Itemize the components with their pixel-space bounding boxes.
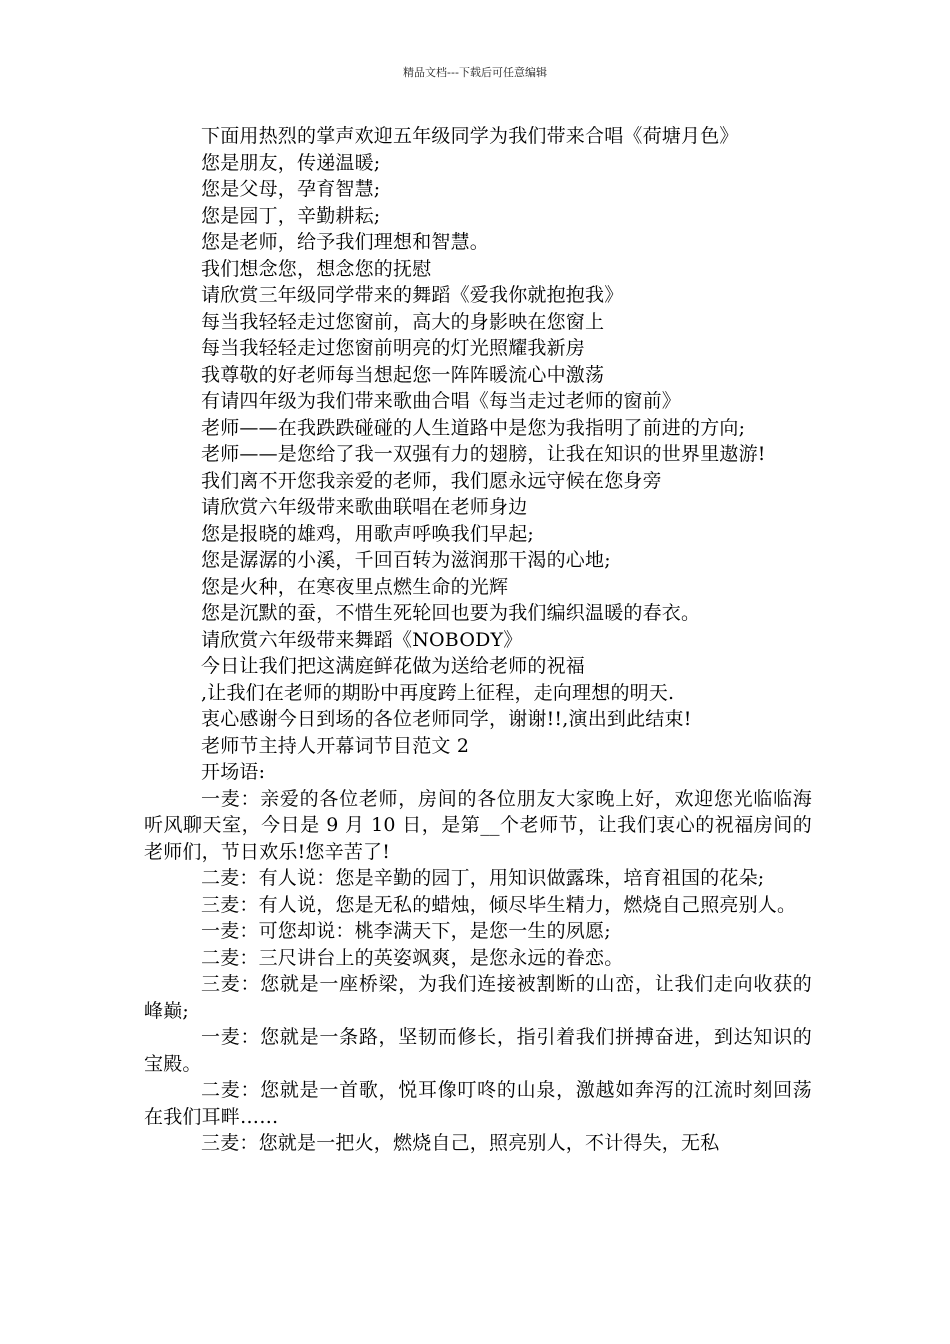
paragraph: 请欣赏六年级带来歌曲联唱在老师身边 [201,496,528,518]
paragraph: 老师——是您给了我一双强有力的翅膀，让我在知识的世界里遨游! [201,443,766,465]
paragraph: 一麦：您就是一条路，坚韧而修长，指引着我们拼搏奋进，到达知识的宝殿。 [144,1026,812,1075]
paragraph: 老师——在我跌跌碰碰的人生道路中是您为我指明了前进的方向; [201,416,746,439]
paragraph: 有请四年级为我们带来歌曲合唱《每当走过老师的窗前》 [201,390,682,412]
paragraph: 二麦：您就是一首歌，悦耳像叮咚的山泉，激越如奔泻的江流时刻回荡在我们耳畔…… [144,1079,812,1128]
paragraph: 三麦：您就是一座桥梁，为我们连接被割断的山峦，让我们走向收获的峰巅; [144,973,812,1022]
page-header: 精品文档---下载后可任意编辑 [403,66,547,79]
paragraph: ,让我们在老师的期盼中再度跨上征程，走向理想的明天. [201,681,675,704]
paragraph: 您是父母，孕育智慧; [201,178,381,200]
paragraph: 您是老师，给予我们理想和智慧。 [201,231,490,253]
paragraph: 您是沉默的蚕，不惜生死轮回也要为我们编织温暖的春衣。 [201,602,701,624]
paragraph: 一麦：亲爱的各位老师，房间的各位朋友大家晚上好，欢迎您光临临海听风聊天室，今日是 9 月 10 日，是第__个老师节，让我们衷心的祝福房间的老师们，节日欢乐!您辛苦了! [144,787,812,863]
paragraph: 您是园丁，辛勤耕耘; [201,204,381,227]
document-body [144,123,812,1157]
paragraph: 每当我轻轻走过您窗前明亮的灯光照耀我新房 [201,337,586,359]
paragraph: 开场语: [201,761,266,783]
paragraph: 衷心感谢今日到场的各位老师同学，谢谢!!,演出到此结束! [201,708,692,730]
paragraph: 我们想念您，想念您的抚慰 [201,257,432,280]
paragraph: 请欣赏六年级带来舞蹈《NOBODY》 [201,628,523,651]
paragraph: 我们离不开您我亲爱的老师，我们愿永远守候在您身旁 [201,469,662,492]
paragraph: 您是潺潺的小溪，千回百转为滋润那干渴的心地; [201,549,611,571]
paragraph: 三麦：有人说，您是无私的蜡烛，倾尽毕生精力，燃烧自己照亮别人。 [201,893,797,916]
paragraph: 请欣赏三年级同学带来的舞蹈《爱我你就抱抱我》 [201,284,624,306]
paragraph: 下面用热烈的掌声欢迎五年级同学为我们带来合唱《荷塘月色》 [201,125,739,147]
paragraph: 每当我轻轻走过您窗前，高大的身影映在您窗上 [201,310,605,333]
paragraph: 我尊敬的好老师每当想起您一阵阵暖流心中激荡 [201,363,605,386]
paragraph: 三麦：您就是一把火，燃烧自己，照亮别人，不计得失，无私 [201,1132,720,1154]
paragraph: 二麦：有人说：您是辛勤的园丁，用知识做露珠，培育祖国的花朵; [201,867,765,889]
paragraph: 二麦：三尺讲台上的英姿飒爽，是您永远的眷恋。 [201,946,624,969]
paragraph: 您是火种，在寒夜里点燃生命的光辉 [201,575,509,598]
paragraph: 今日让我们把这满庭鲜花做为送给老师的祝福 [201,655,586,677]
paragraph: 您是朋友，传递温暖; [201,151,381,174]
paragraph: 一麦：可您却说：桃李满天下，是您一生的夙愿; [201,920,611,942]
paragraph: 您是报晓的雄鸡，用歌声呼唤我们早起; [201,522,535,545]
paragraph: 老师节主持人开幕词节目范文 2 [201,734,470,757]
